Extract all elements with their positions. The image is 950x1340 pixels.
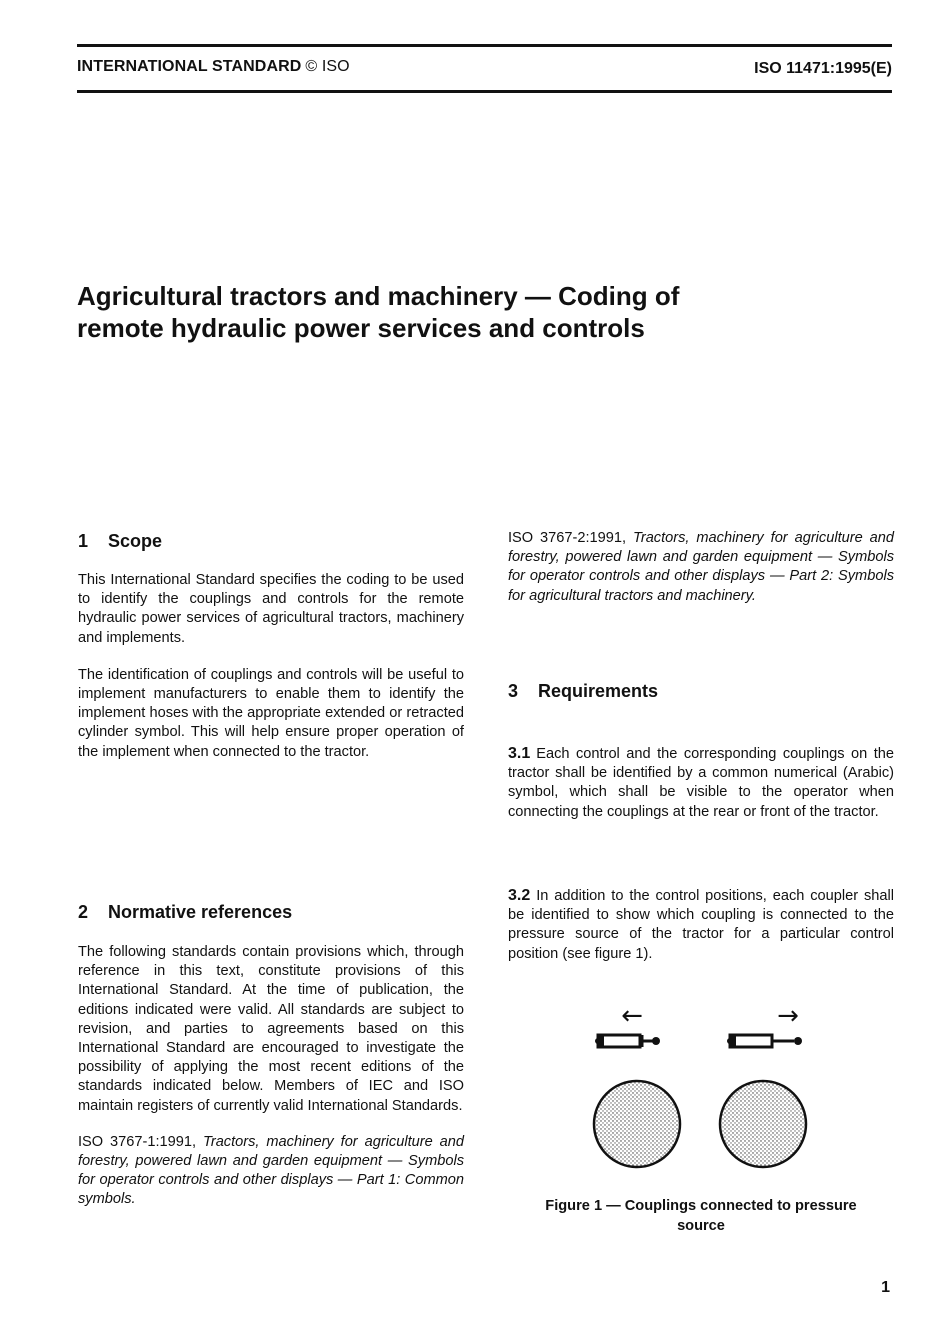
clause-3-2-text: In addition to the control positions, each coupler shall be identified to show which coupling is connected to the pressure source of the tractor for a particular control position (see figure 1).	[508, 888, 894, 962]
normative-paragraph: The following standards contain provisions which, through reference in this text, constitute provisions of this International Standard. At the time of publication, the editions indicated were valid. All standards are subject to revision, and parties to agreements based on this International Standard are encouraged to investigate the possibility of applying the most recent editions of the standards indicated below. Members of IEC and ISO maintain registers of currently valid International Standards.	[78, 944, 464, 1114]
scope-heading	[78, 530, 464, 552]
requirements-section	[508, 680, 894, 822]
reference-2-title: Tractors, machinery for agriculture and forestry, powered lawn and garden equipment — Symbols for operator controls and other displays — Part 2: Symbols for agricultural tractors and machinery.	[508, 530, 894, 604]
page-number: 1	[881, 1279, 890, 1296]
clause-3-1-number: 3.1	[508, 745, 531, 762]
reference-iso-3767-1	[78, 1133, 464, 1210]
scope-paragraph-2: The identification of couplings and controls will be useful to implement manufacturers to enable them to identify the implement hoses with the appropriate extended or retracted cylinder symbol. This will help ensure proper operation of the implement when connected to the tractor.	[78, 666, 464, 760]
header-copyright: © ISO	[305, 58, 350, 75]
normative-heading	[78, 901, 464, 923]
figure-1-drawing	[580, 1000, 820, 1180]
reference-2-id: ISO 3767-2:1991,	[508, 530, 627, 546]
reference-1-id: ISO 3767-1:1991,	[78, 1133, 197, 1150]
figure-1-caption	[508, 1196, 894, 1236]
header-top-rule	[77, 44, 892, 47]
scope-heading-text: Scope	[108, 531, 163, 551]
header-standard-number: ISO 11471:1995(E)	[754, 60, 892, 77]
normative-heading-text: Normative references	[108, 902, 293, 922]
normative-references-section	[78, 901, 464, 1210]
scope-paragraph-1: This International Standard specifies the coding to be used to identify the couplings and controls for the remote hydraulic power services of agricultural tractors, machinery and implements.	[78, 572, 464, 646]
caption-line-2: source	[677, 1218, 725, 1234]
requirements-heading-text: Requirements	[538, 681, 659, 701]
reference-iso-3767-2	[508, 529, 894, 606]
requirements-heading	[508, 680, 894, 702]
requirements-number: 3	[508, 681, 519, 701]
reference-1-title: Tractors, machinery for agriculture and forestry, powered lawn and garden equipment — Symbols for operator controls and other displays — Part 1: Common symbols.	[78, 1133, 464, 1208]
clause-3-1	[508, 744, 894, 822]
figure-1-couplings	[580, 1000, 820, 1180]
clause-3-2-number: 3.2	[508, 887, 531, 904]
caption-line-1: Figure 1 — Couplings connected to pressure	[545, 1198, 857, 1214]
scope-section	[78, 530, 464, 762]
header-bottom-rule	[77, 90, 892, 93]
right-cylinder-icon	[727, 1035, 802, 1047]
header-standard-label	[77, 58, 350, 76]
title-line-2: remote hydraulic power services and controls	[77, 313, 645, 343]
reference-continuation	[508, 529, 894, 606]
header-left-text: INTERNATIONAL STANDARD	[77, 58, 302, 75]
left-cylinder-icon	[595, 1035, 660, 1047]
scope-number: 1	[78, 531, 89, 551]
right-arrow-icon: →	[777, 1001, 799, 1031]
clause-3-2-block	[508, 886, 894, 964]
left-arrow-icon: ←	[621, 1001, 643, 1031]
title-line-1: Agricultural tractors and machinery — Coding of	[77, 281, 680, 311]
normative-number: 2	[78, 902, 89, 922]
document-title	[77, 280, 897, 344]
clause-3-2	[508, 886, 894, 964]
right-coupling-disc	[720, 1081, 806, 1167]
clause-3-1-text: Each control and the corresponding couplings on the tractor shall be identified by a common numerical (Arabic) symbol, which shall be visible to the operator when connecting the couplings at the rear or front of the tractor.	[508, 746, 894, 820]
left-coupling-disc	[594, 1081, 680, 1167]
